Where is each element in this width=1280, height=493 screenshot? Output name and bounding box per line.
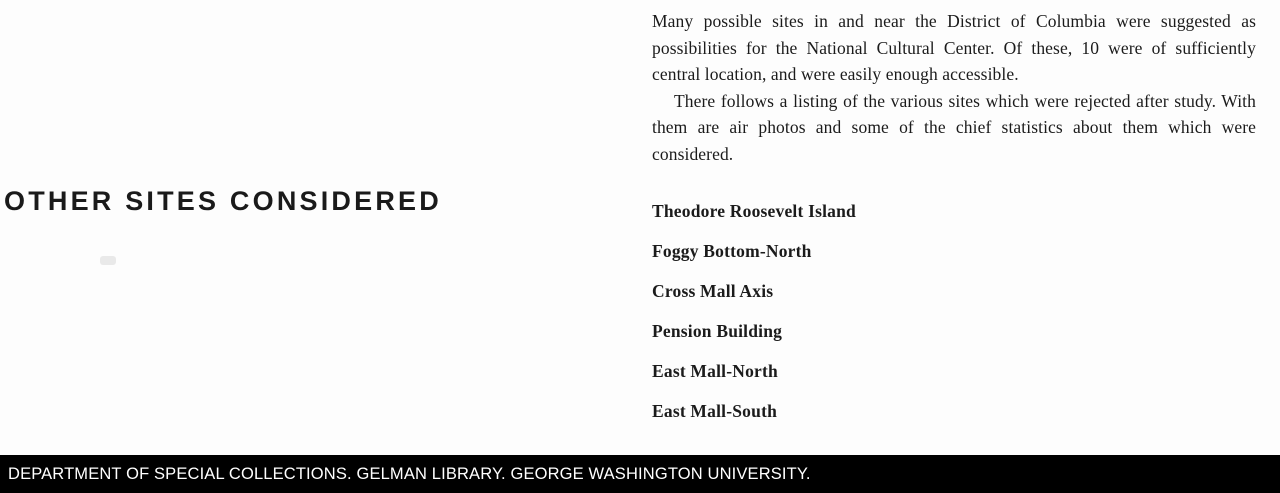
list-item: East Mall-North xyxy=(652,361,778,381)
list-item: Cross Mall Axis xyxy=(652,281,774,301)
archive-credit-banner xyxy=(0,455,1280,493)
page-smudge-mark xyxy=(100,256,116,265)
site-list xyxy=(652,201,1256,421)
body-paragraph-1: Many possible sites in and near the District of Columbia were suggested as possibilities for the National Cultural Center. Of these, 10 were of sufficiently central location, and were easily enough accessible. xyxy=(652,11,1256,84)
list-item: East Mall-South xyxy=(652,401,778,421)
page-title: OTHER SITES CONSIDERED xyxy=(4,186,442,216)
body-paragraph-2: There follows a listing of the various sites which were rejected after study. With them are air photos and some of the chief statistics about them which were considered. xyxy=(652,90,1256,164)
right-column xyxy=(652,8,1256,441)
archive-credit-text: DEPARTMENT OF SPECIAL COLLECTIONS. GELMAN LIBRARY. GEORGE WASHINGTON UNIVERSITY. xyxy=(8,464,811,483)
list-item: Pension Building xyxy=(652,321,783,341)
list-item: Theodore Roosevelt Island xyxy=(652,201,856,221)
list-item: Foggy Bottom-North xyxy=(652,241,812,261)
left-column xyxy=(0,0,640,455)
